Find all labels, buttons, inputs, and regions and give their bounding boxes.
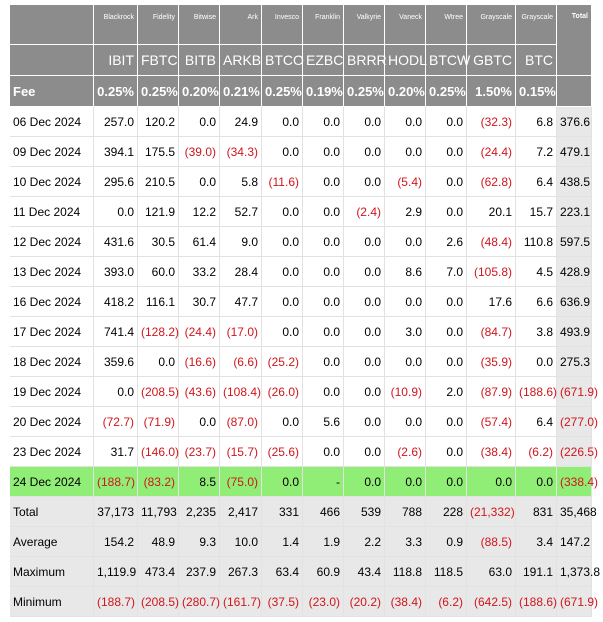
fee-row xyxy=(10,76,592,107)
summary-cell: 331 xyxy=(262,497,303,527)
ticker-header: GBTC xyxy=(467,45,516,76)
flow-cell: 6.4 xyxy=(516,167,557,197)
header-corner xyxy=(10,5,94,45)
fee-total-blank xyxy=(557,76,592,107)
table-row xyxy=(10,107,592,137)
summary-cell: 1,119.9 xyxy=(94,557,138,587)
summary-cell: 267.3 xyxy=(220,557,262,587)
flow-cell: 0.0 xyxy=(303,227,344,257)
issuer-name: Valkyrie xyxy=(344,5,385,45)
summary-cell: 63.4 xyxy=(262,557,303,587)
fee-value: 0.25% xyxy=(138,76,179,107)
flow-cell: 120.2 xyxy=(138,107,179,137)
summary-label: Minimum xyxy=(10,587,94,617)
flow-cell: 2.0 xyxy=(426,377,467,407)
flow-cell: 4.5 xyxy=(516,257,557,287)
flow-cell: (208.5) xyxy=(138,377,179,407)
row-total: (226.5) xyxy=(557,437,592,467)
flow-cell: 20.1 xyxy=(467,197,516,227)
flow-cell: 0.0 xyxy=(262,227,303,257)
flow-cell: 60.0 xyxy=(138,257,179,287)
flow-cell: 0.0 xyxy=(344,347,385,377)
flow-cell: 0.0 xyxy=(426,197,467,227)
flow-cell: 0.0 xyxy=(344,137,385,167)
flow-cell: 0.0 xyxy=(262,407,303,437)
ticker-header: IBIT xyxy=(94,45,138,76)
summary-cell: 539 xyxy=(344,497,385,527)
flow-cell: 0.0 xyxy=(262,317,303,347)
flow-cell: 0.0 xyxy=(179,107,220,137)
flow-cell: 0.0 xyxy=(344,437,385,467)
flow-cell: 0.0 xyxy=(303,197,344,227)
flow-cell: 0.0 xyxy=(262,467,303,497)
flow-cell: 5.6 xyxy=(303,407,344,437)
fee-value: 0.20% xyxy=(179,76,220,107)
summary-cell: 3.3 xyxy=(385,527,426,557)
flow-cell: 0.0 xyxy=(179,167,220,197)
flow-cell: 0.0 xyxy=(426,437,467,467)
row-total: 493.9 xyxy=(557,317,592,347)
table-row xyxy=(10,167,592,197)
flow-cell: 295.6 xyxy=(94,167,138,197)
flow-cell: 0.0 xyxy=(303,137,344,167)
flow-cell: 0.0 xyxy=(385,347,426,377)
table-row xyxy=(10,197,592,227)
summary-cell: 831 xyxy=(516,497,557,527)
flow-cell: 30.7 xyxy=(179,287,220,317)
flow-cell: (25.6) xyxy=(262,437,303,467)
summary-cell: 466 xyxy=(303,497,344,527)
summary-cell: (20.2) xyxy=(344,587,385,617)
row-date: 11 Dec 2024 xyxy=(10,197,94,227)
issuer-header-row xyxy=(10,5,592,45)
summary-row xyxy=(10,527,592,557)
flow-cell: 0.0 xyxy=(344,407,385,437)
flow-cell: 0.0 xyxy=(303,437,344,467)
summary-cell: 228 xyxy=(426,497,467,527)
flow-cell: 0.0 xyxy=(262,197,303,227)
flow-cell: (10.9) xyxy=(385,377,426,407)
summary-cell: 3.4 xyxy=(516,527,557,557)
summary-total: 147.2 xyxy=(557,527,592,557)
flow-cell: (71.9) xyxy=(138,407,179,437)
flow-cell: 47.7 xyxy=(220,287,262,317)
flow-cell: 418.2 xyxy=(94,287,138,317)
flow-cell: (83.2) xyxy=(138,467,179,497)
summary-cell: 237.9 xyxy=(179,557,220,587)
flow-cell: 0.0 xyxy=(426,407,467,437)
flow-cell: 0.0 xyxy=(138,347,179,377)
flow-cell: 9.0 xyxy=(220,227,262,257)
table-row xyxy=(10,257,592,287)
flow-cell: 17.6 xyxy=(467,287,516,317)
table-row xyxy=(10,317,592,347)
summary-label: Maximum xyxy=(10,557,94,587)
row-date: 13 Dec 2024 xyxy=(10,257,94,287)
issuer-name: Bitwise xyxy=(179,5,220,45)
ticker-header: BTCW xyxy=(426,45,467,76)
row-total: 636.9 xyxy=(557,287,592,317)
summary-cell: (88.5) xyxy=(467,527,516,557)
flow-cell: (39.0) xyxy=(179,137,220,167)
summary-cell: (161.7) xyxy=(220,587,262,617)
flow-cell: 0.0 xyxy=(344,377,385,407)
etf-flow-table xyxy=(10,5,601,617)
ticker-header-row xyxy=(10,45,592,76)
table-row xyxy=(10,347,592,377)
row-total: 223.1 xyxy=(557,197,592,227)
fee-value: 0.21% xyxy=(220,76,262,107)
summary-cell: 1.4 xyxy=(262,527,303,557)
row-date: 17 Dec 2024 xyxy=(10,317,94,347)
flow-cell: 0.0 xyxy=(426,467,467,497)
row-total: (671.9) xyxy=(557,377,592,407)
fee-value: 0.20% xyxy=(385,76,426,107)
flow-cell: 0.0 xyxy=(303,287,344,317)
flow-cell: 359.6 xyxy=(94,347,138,377)
row-date: 06 Dec 2024 xyxy=(10,107,94,137)
issuer-name: Grayscale xyxy=(516,5,557,45)
summary-cell: 1.9 xyxy=(303,527,344,557)
flow-cell: (24.4) xyxy=(179,317,220,347)
summary-total: (671.9) xyxy=(557,587,592,617)
fee-label: Fee xyxy=(10,76,94,107)
flow-cell: 31.7 xyxy=(94,437,138,467)
table-row xyxy=(10,407,592,437)
header-corner xyxy=(10,45,94,76)
row-total: (338.4) xyxy=(557,467,592,497)
flow-cell: (34.3) xyxy=(220,137,262,167)
flow-cell: 6.6 xyxy=(516,287,557,317)
issuer-name: Vaneck xyxy=(385,5,426,45)
ticker-header: BTCO xyxy=(262,45,303,76)
summary-label: Total xyxy=(10,497,94,527)
flow-cell: 0.0 xyxy=(385,467,426,497)
flow-cell: 0.0 xyxy=(426,347,467,377)
flow-cell: (105.8) xyxy=(467,257,516,287)
flow-cell: 0.0 xyxy=(344,167,385,197)
summary-cell: (280.7) xyxy=(179,587,220,617)
row-date: 09 Dec 2024 xyxy=(10,137,94,167)
flow-cell: (23.7) xyxy=(179,437,220,467)
summary-cell: (642.5) xyxy=(467,587,516,617)
flow-cell: (38.4) xyxy=(467,437,516,467)
flow-cell: 0.0 xyxy=(303,107,344,137)
issuer-name: Ark xyxy=(220,5,262,45)
flow-cell: 0.0 xyxy=(385,407,426,437)
summary-cell: (208.5) xyxy=(138,587,179,617)
flow-cell: (188.6) xyxy=(516,377,557,407)
flow-cell: (48.4) xyxy=(467,227,516,257)
row-date: 24 Dec 2024 xyxy=(10,467,94,497)
summary-cell: 788 xyxy=(385,497,426,527)
flow-cell: (87.0) xyxy=(220,407,262,437)
flow-cell: 0.0 xyxy=(385,227,426,257)
flow-cell: - xyxy=(303,467,344,497)
flow-cell: 0.0 xyxy=(303,257,344,287)
flow-cell: 0.0 xyxy=(344,257,385,287)
row-total: (277.0) xyxy=(557,407,592,437)
flow-cell: 61.4 xyxy=(179,227,220,257)
fee-value: 0.25% xyxy=(344,76,385,107)
flow-cell: 0.0 xyxy=(426,167,467,197)
summary-cell: 154.2 xyxy=(94,527,138,557)
summary-row xyxy=(10,587,592,617)
flow-cell: 0.0 xyxy=(303,317,344,347)
flow-cell: (6.6) xyxy=(220,347,262,377)
flow-cell: 0.0 xyxy=(426,107,467,137)
row-date: 18 Dec 2024 xyxy=(10,347,94,377)
issuer-name: Blackrock xyxy=(94,5,138,45)
summary-cell: 118.8 xyxy=(385,557,426,587)
flow-cell: (62.8) xyxy=(467,167,516,197)
flow-cell: 52.7 xyxy=(220,197,262,227)
ticker-header: BITB xyxy=(179,45,220,76)
summary-cell: (38.4) xyxy=(385,587,426,617)
row-total: 428.9 xyxy=(557,257,592,287)
summary-cell: (6.2) xyxy=(426,587,467,617)
fee-value: 1.50% xyxy=(467,76,516,107)
flow-cell: (87.9) xyxy=(467,377,516,407)
row-total: 275.3 xyxy=(557,347,592,377)
flow-cell: (5.4) xyxy=(385,167,426,197)
summary-cell: 10.0 xyxy=(220,527,262,557)
flow-cell: 3.8 xyxy=(516,317,557,347)
flow-cell: 0.0 xyxy=(262,137,303,167)
flow-cell: 0.0 xyxy=(303,377,344,407)
issuer-name: Invesco xyxy=(262,5,303,45)
flow-cell: 0.0 xyxy=(344,107,385,137)
flow-cell: 0.0 xyxy=(426,137,467,167)
summary-cell: 43.4 xyxy=(344,557,385,587)
flow-cell: (108.4) xyxy=(220,377,262,407)
table-row xyxy=(10,437,592,467)
flow-cell: 0.0 xyxy=(467,467,516,497)
flow-cell: (24.4) xyxy=(467,137,516,167)
summary-row xyxy=(10,557,592,587)
flow-cell: (75.0) xyxy=(220,467,262,497)
flow-cell: (84.7) xyxy=(467,317,516,347)
summary-cell: (23.0) xyxy=(303,587,344,617)
summary-cell: 2.2 xyxy=(344,527,385,557)
flow-cell: 2.6 xyxy=(426,227,467,257)
flow-cell: (2.4) xyxy=(344,197,385,227)
flow-cell: 2.9 xyxy=(385,197,426,227)
table-row xyxy=(10,227,592,257)
summary-total: 1,373.8 xyxy=(557,557,592,587)
flow-cell: (25.2) xyxy=(262,347,303,377)
flow-cell: (2.6) xyxy=(385,437,426,467)
summary-cell: 2,417 xyxy=(220,497,262,527)
summary-cell: (37.5) xyxy=(262,587,303,617)
flow-cell: 0.0 xyxy=(344,287,385,317)
issuer-name: Franklin xyxy=(303,5,344,45)
summary-cell: 11,793 xyxy=(138,497,179,527)
summary-cell: 0.9 xyxy=(426,527,467,557)
flow-cell: 210.5 xyxy=(138,167,179,197)
row-total: 376.6 xyxy=(557,107,592,137)
flow-cell: 3.0 xyxy=(385,317,426,347)
flow-cell: 33.2 xyxy=(179,257,220,287)
flow-cell: 0.0 xyxy=(262,287,303,317)
flow-cell: (15.7) xyxy=(220,437,262,467)
summary-cell: 9.3 xyxy=(179,527,220,557)
flow-cell: 110.8 xyxy=(516,227,557,257)
flow-cell: 0.0 xyxy=(516,347,557,377)
summary-cell: 118.5 xyxy=(426,557,467,587)
summary-label: Average xyxy=(10,527,94,557)
flow-cell: 0.0 xyxy=(262,107,303,137)
summary-total: 35,468 xyxy=(557,497,592,527)
summary-row xyxy=(10,497,592,527)
flow-cell: 121.9 xyxy=(138,197,179,227)
flow-cell: (72.7) xyxy=(94,407,138,437)
flow-cell: 0.0 xyxy=(516,467,557,497)
flow-cell: (146.0) xyxy=(138,437,179,467)
flow-cell: 257.0 xyxy=(94,107,138,137)
flow-cell: (43.6) xyxy=(179,377,220,407)
summary-cell: (188.6) xyxy=(516,587,557,617)
fee-value: 0.25% xyxy=(262,76,303,107)
flow-cell: 0.0 xyxy=(385,107,426,137)
ticker-header: EZBC xyxy=(303,45,344,76)
flow-cell: (57.4) xyxy=(467,407,516,437)
issuer-name: Fidelity xyxy=(138,5,179,45)
flow-cell: (6.2) xyxy=(516,437,557,467)
flow-cell: 0.0 xyxy=(303,347,344,377)
flow-cell: 0.0 xyxy=(385,137,426,167)
flow-cell: 0.0 xyxy=(179,407,220,437)
flow-cell: 28.4 xyxy=(220,257,262,287)
row-total: 479.1 xyxy=(557,137,592,167)
flow-cell: (188.7) xyxy=(94,467,138,497)
summary-cell: 37,173 xyxy=(94,497,138,527)
row-total: 597.5 xyxy=(557,227,592,257)
table-body xyxy=(10,107,601,617)
flow-cell: 5.8 xyxy=(220,167,262,197)
flow-cell: 0.0 xyxy=(262,257,303,287)
flow-cell: 431.6 xyxy=(94,227,138,257)
fee-value: 0.25% xyxy=(426,76,467,107)
row-date: 23 Dec 2024 xyxy=(10,437,94,467)
issuer-name: Grayscale xyxy=(467,5,516,45)
flow-cell: 741.4 xyxy=(94,317,138,347)
ticker-header: HODL xyxy=(385,45,426,76)
fee-value: 0.19% xyxy=(303,76,344,107)
ticker-header: BRRR xyxy=(344,45,385,76)
flow-cell: (32.3) xyxy=(467,107,516,137)
table-row xyxy=(10,377,592,407)
flow-cell: (11.6) xyxy=(262,167,303,197)
flow-cell: 30.5 xyxy=(138,227,179,257)
row-date: 12 Dec 2024 xyxy=(10,227,94,257)
flow-cell: 394.1 xyxy=(94,137,138,167)
summary-cell: 473.4 xyxy=(138,557,179,587)
flow-cell: 15.7 xyxy=(516,197,557,227)
flow-cell: 7.2 xyxy=(516,137,557,167)
issuer-name: Wtree xyxy=(426,5,467,45)
flow-cell: 8.6 xyxy=(385,257,426,287)
summary-cell: (188.7) xyxy=(94,587,138,617)
summary-cell: 191.1 xyxy=(516,557,557,587)
fee-value: 0.25% xyxy=(94,76,138,107)
summary-cell: 60.9 xyxy=(303,557,344,587)
flow-cell: 0.0 xyxy=(94,377,138,407)
flow-cell: 175.5 xyxy=(138,137,179,167)
summary-cell: 48.9 xyxy=(138,527,179,557)
ticker-header: BTC xyxy=(516,45,557,76)
row-date: 20 Dec 2024 xyxy=(10,407,94,437)
row-date: 16 Dec 2024 xyxy=(10,287,94,317)
flow-cell: 0.0 xyxy=(94,197,138,227)
fee-value: 0.15% xyxy=(516,76,557,107)
flow-cell: 0.0 xyxy=(344,317,385,347)
flow-cell: 7.0 xyxy=(426,257,467,287)
table-row xyxy=(10,137,592,167)
flow-cell: 116.1 xyxy=(138,287,179,317)
flow-cell: 0.0 xyxy=(426,287,467,317)
etf-flow-table-container xyxy=(10,5,601,617)
flow-cell: 6.4 xyxy=(516,407,557,437)
ticker-header: ARKB xyxy=(220,45,262,76)
flow-cell: 12.2 xyxy=(179,197,220,227)
flow-cell: (17.0) xyxy=(220,317,262,347)
highlighted-date-row xyxy=(10,467,592,497)
summary-cell: 63.0 xyxy=(467,557,516,587)
total-column-header: Total xyxy=(557,5,592,76)
flow-cell: (128.2) xyxy=(138,317,179,347)
flow-cell: 24.9 xyxy=(220,107,262,137)
flow-cell: (26.0) xyxy=(262,377,303,407)
row-date: 10 Dec 2024 xyxy=(10,167,94,197)
row-total: 438.5 xyxy=(557,167,592,197)
flow-cell: 0.0 xyxy=(303,167,344,197)
table-row xyxy=(10,287,592,317)
flow-cell: 8.5 xyxy=(179,467,220,497)
flow-cell: 0.0 xyxy=(344,227,385,257)
ticker-header: FBTC xyxy=(138,45,179,76)
flow-cell: (35.9) xyxy=(467,347,516,377)
flow-cell: 0.0 xyxy=(385,287,426,317)
summary-cell: 2,235 xyxy=(179,497,220,527)
summary-cell: (21,332) xyxy=(467,497,516,527)
flow-cell: 0.0 xyxy=(426,317,467,347)
flow-cell: 0.0 xyxy=(344,467,385,497)
flow-cell: (16.6) xyxy=(179,347,220,377)
row-date: 19 Dec 2024 xyxy=(10,377,94,407)
flow-cell: 393.0 xyxy=(94,257,138,287)
flow-cell: 6.8 xyxy=(516,107,557,137)
